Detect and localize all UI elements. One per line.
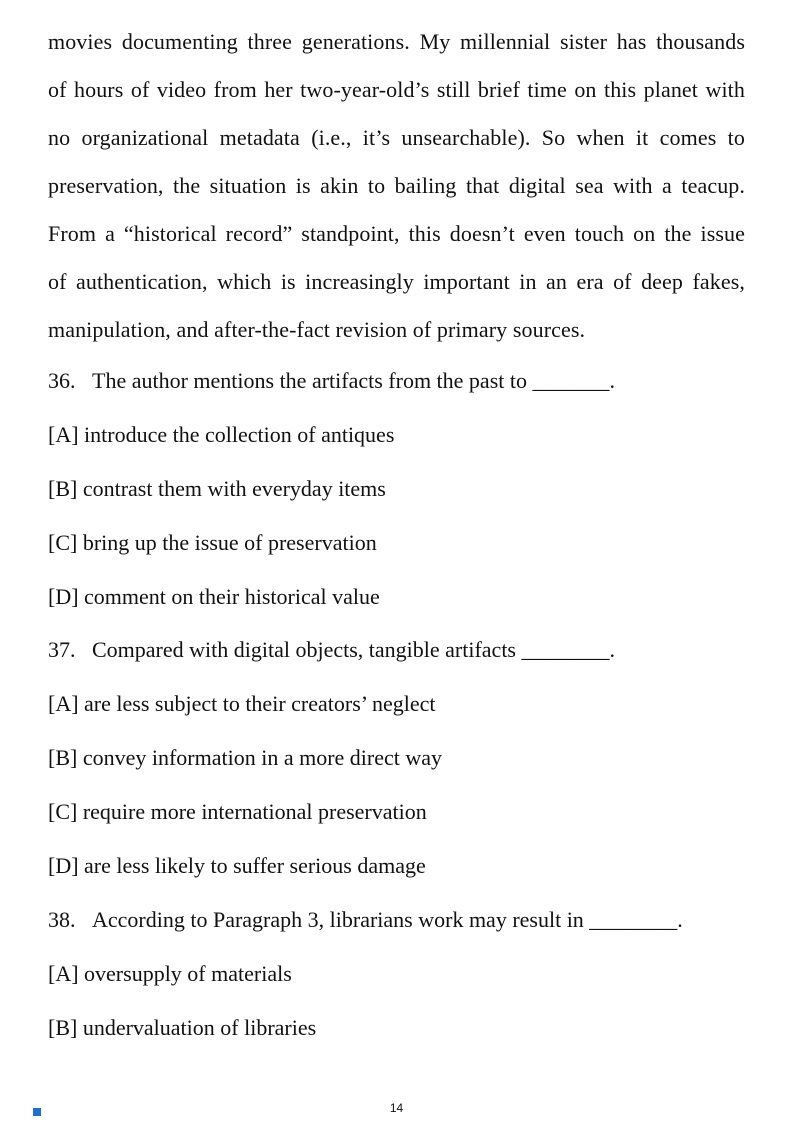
- passage-line: manipulation, and after-the-fact revision of primary sources.: [48, 317, 586, 342]
- question-36-option-b: [B] contrast them with everyday items: [48, 476, 386, 501]
- passage-line: of authentication, which is increasingly important in an era of deep fakes,: [48, 269, 745, 294]
- question-38-stem: [48, 905, 683, 935]
- question-38-option-b: [B] undervaluation of libraries: [48, 1015, 317, 1040]
- passage-paragraph: [48, 18, 745, 354]
- question-37-option-d: [D] are less likely to suffer serious damage: [48, 853, 426, 878]
- question-text: Compared with digital objects, tangible artifacts ________.: [92, 637, 615, 662]
- question-36-stem: [48, 366, 615, 396]
- question-text: The author mentions the artifacts from the past to _______.: [92, 368, 615, 393]
- question-36-option-c: [C] bring up the issue of preservation: [48, 530, 377, 555]
- question-number: 38.: [48, 907, 76, 932]
- passage-line: preservation, the situation is akin to bailing that digital sea with a teacup.: [48, 173, 745, 198]
- question-number: 37.: [48, 637, 76, 662]
- page-number: 14: [389, 1101, 404, 1115]
- question-38-option-a: [A] oversupply of materials: [48, 961, 292, 986]
- question-number: 36.: [48, 368, 76, 393]
- question-37-option-b: [B] convey information in a more direct way: [48, 745, 443, 770]
- passage-line: no organizational metadata (i.e., it’s unsearchable). So when it comes to: [48, 125, 745, 150]
- question-37-option-a: [A] are less subject to their creators’ neglect: [48, 691, 436, 716]
- question-36-option-d: [D] comment on their historical value: [48, 584, 380, 609]
- passage-line: From a “historical record” standpoint, this doesn’t even touch on the issue: [48, 221, 745, 246]
- passage-line: of hours of video from her two-year-old’s still brief time on this planet with: [48, 77, 745, 102]
- passage-line: movies documenting three generations. My millennial sister has thousands: [48, 29, 745, 54]
- question-37-stem: [48, 635, 615, 665]
- question-text: According to Paragraph 3, librarians work may result in ________.: [92, 907, 683, 932]
- question-37-option-c: [C] require more international preservation: [48, 799, 427, 824]
- question-36-option-a: [A] introduce the collection of antiques: [48, 422, 395, 447]
